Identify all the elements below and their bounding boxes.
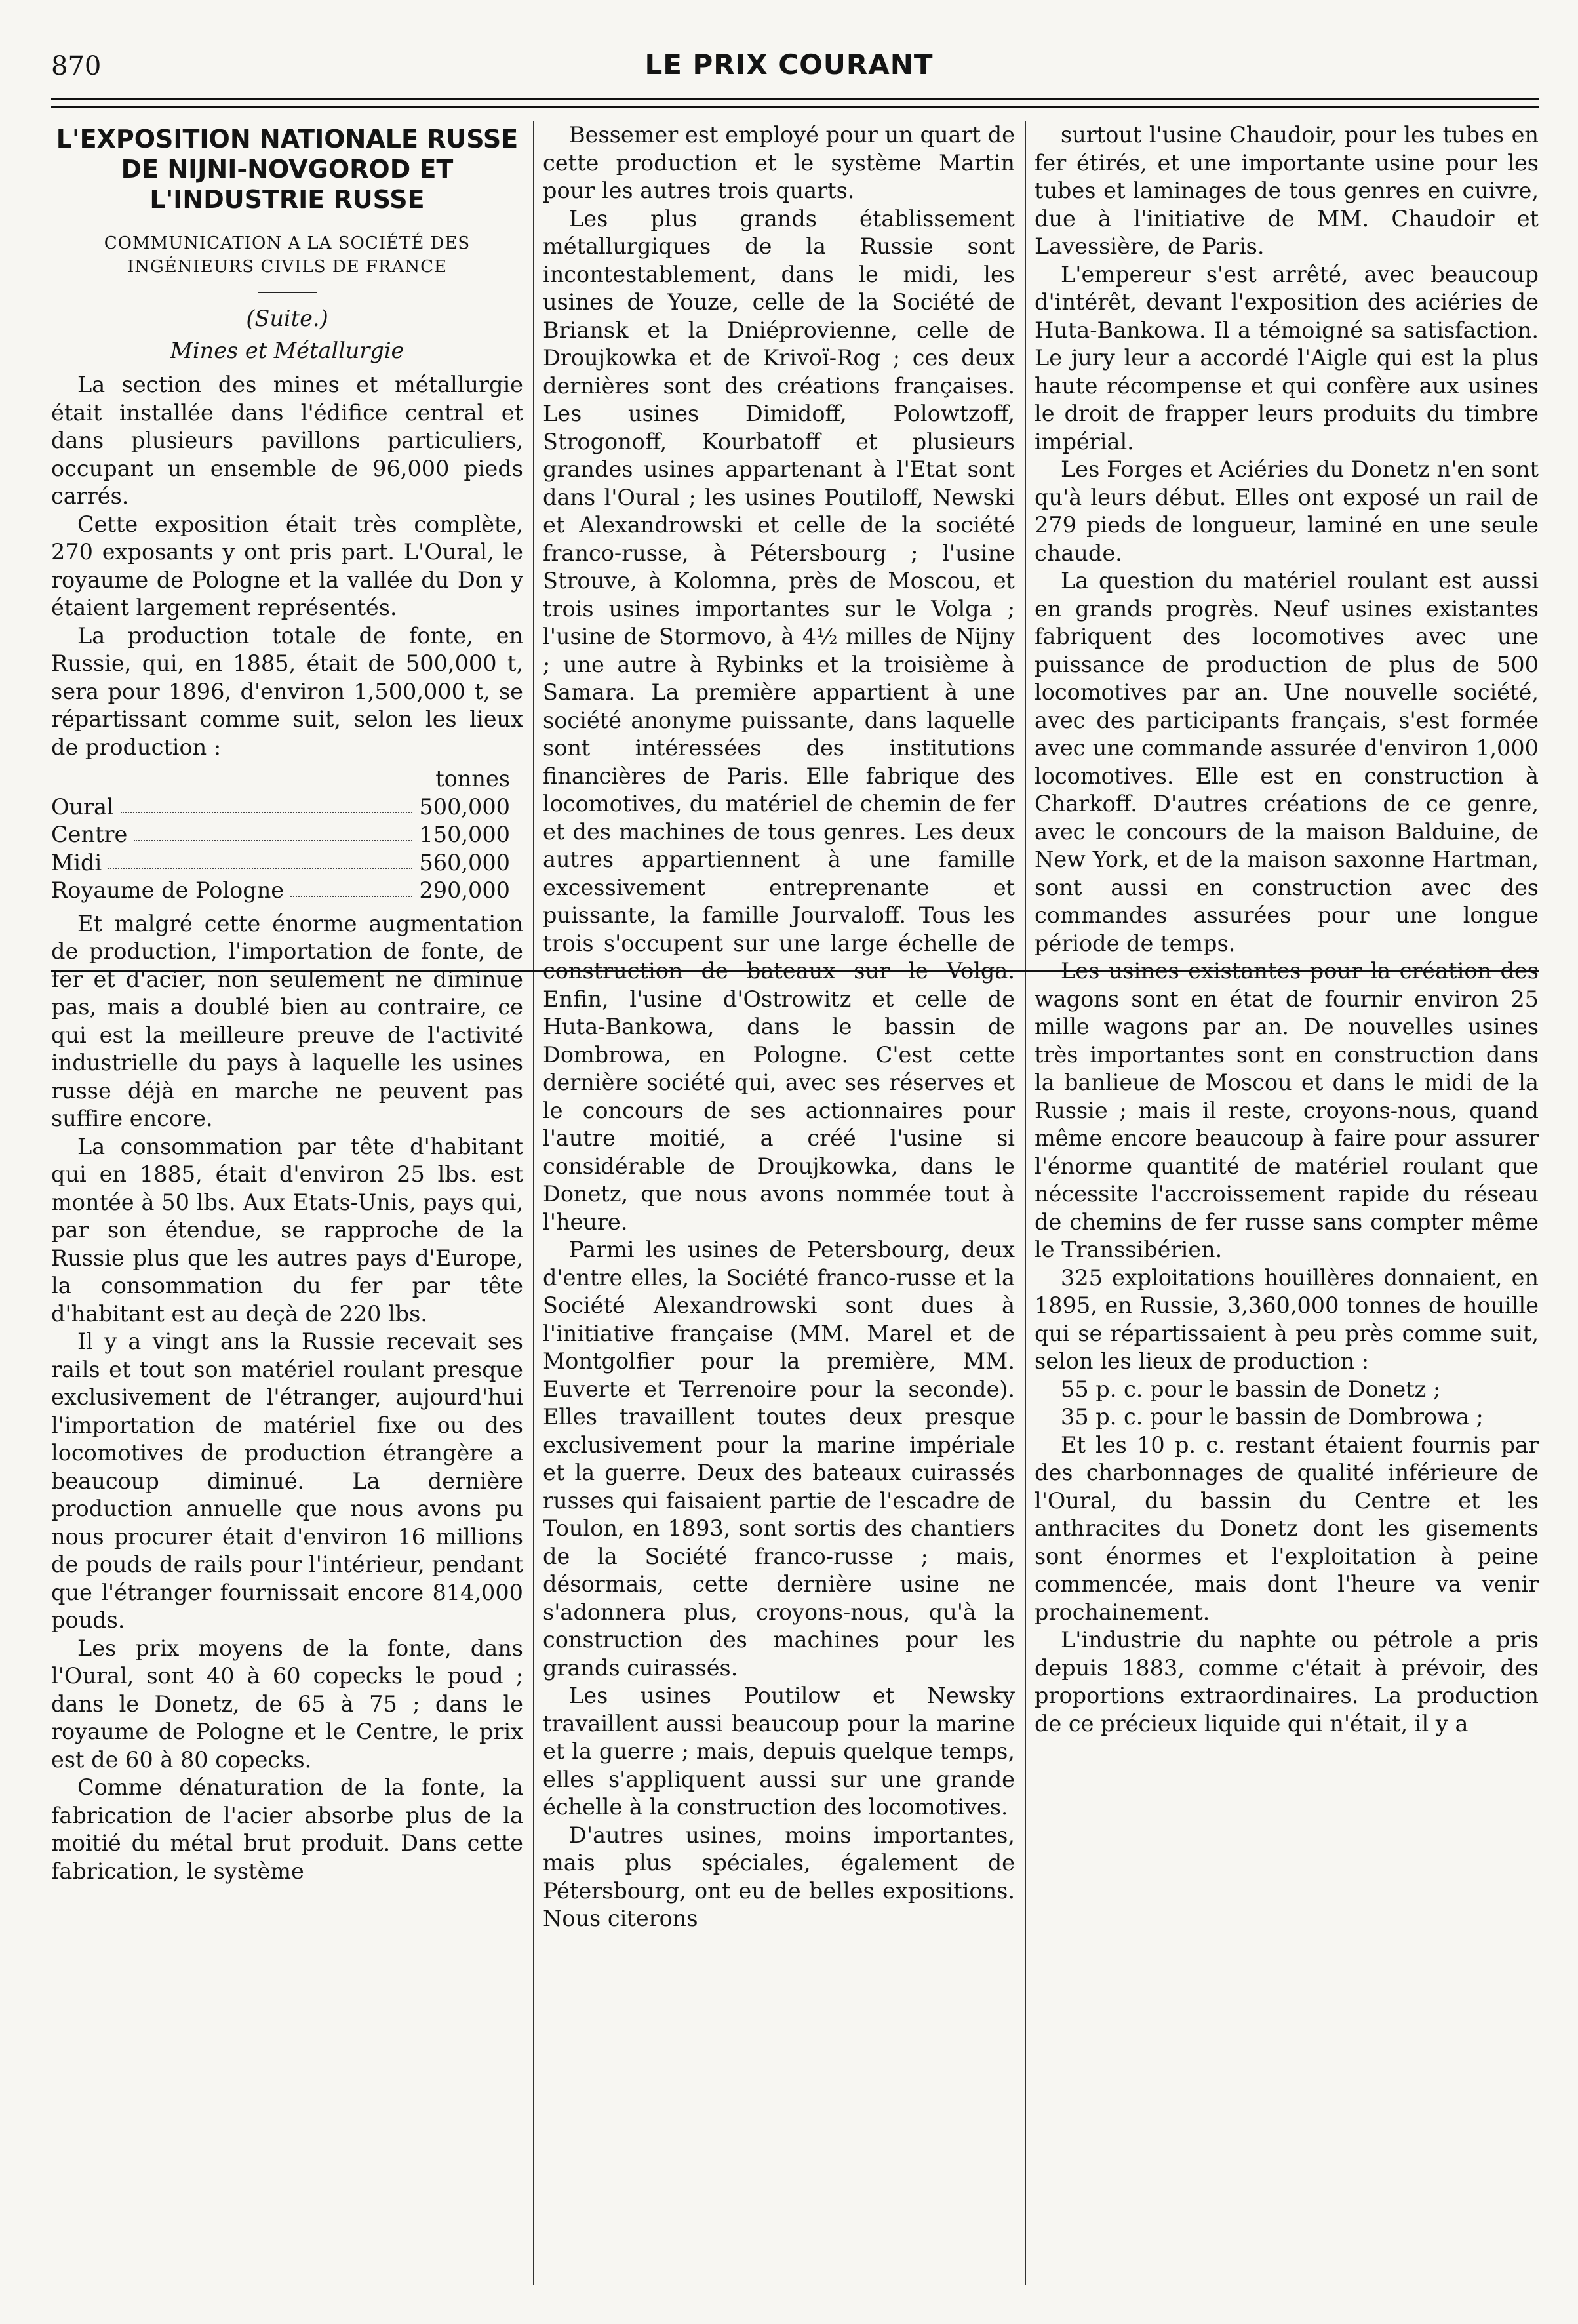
column-divider xyxy=(1025,121,1026,2285)
paragraph: Les usines Poutilow et Newsky travaillent aussi beaucoup pour la marine et la guerre ; mais, depuis quelque temps, elles s'appliquent aussi sur une grande échelle à la construction des locomotives. xyxy=(543,1683,1015,1820)
column-1 xyxy=(51,121,523,2285)
paragraph-group xyxy=(543,121,1015,1933)
region-value: 500,000 xyxy=(419,793,510,820)
paragraph-group xyxy=(51,371,523,761)
region-name: Centre xyxy=(51,822,128,847)
paragraph: Parmi les usines de Petersbourg, deux d'entre elles, la Société franco-russe et la Société Alexandrowski sont dues à l'initiative française (MM. Marel et de Montgolfier pour la première, MM. Euverte et Terrenoire pour la seconde). Elles travaillent toutes deux presque exclusivement pour la marine impériale et la guerre. Deux des bateaux cuirassés russes qui faisaient partie de l'escadre de Toulon, en 1893, sont sortis des chantiers de la Société franco-russe ; mais, désormais, cette dernière usine ne s'adonnera plus, croyons-nous, qu'à la construction des machines pour les grands cuirassés. xyxy=(543,1237,1015,1681)
paragraph: La consommation par tête d'habitant qui en 1885, était d'environ 25 lbs. est montée à 50 lbs. Aux Etats-Unis, pays qui, par son étendue, se rapproche de la Russie plus que les autres pays d'Europe, la consommation du fer par tête d'habitant est au deçà de 220 lbs. xyxy=(51,1133,523,1327)
paragraph: Il y a vingt ans la Russie recevait ses rails et tout son matériel roulant presque exclusivement de l'étranger, aujourd'hui l'importation de matériel fixe ou des locomotives de production étrangère a beaucoup diminué. La dernière production annuelle que nous avons pu nous procurer était d'environ 16 millions de pouds de rails pour l'intérieur, pendant que l'étranger fournissait encore 814,000 pouds. xyxy=(51,1329,523,1633)
region-value: 560,000 xyxy=(419,849,510,875)
region-name: Midi xyxy=(51,849,102,875)
table-rows xyxy=(51,793,523,905)
paragraph: Comme dénaturation de la fonte, la fabrication de l'acier absorbe plus de la moitié du métal brut produit. Dans cette fabrication, le système xyxy=(51,1774,523,1884)
article-columns xyxy=(51,121,1539,2285)
dot-leader xyxy=(108,849,412,870)
region-name: Royaume de Pologne xyxy=(51,877,285,903)
dot-leader xyxy=(134,821,412,841)
article-subtitle: COMMUNICATION A LA SOCIÉTÉ DES INGÉNIEURS CIVILS DE FRANCE xyxy=(104,233,471,277)
region-value: 290,000 xyxy=(419,877,510,903)
paragraph: Les usines existantes pour la création des wagons sont en état de fournir environ 25 mille wagons par an. De nouvelles usines très importantes sont en construction dans la banlieue de Moscou et dans le midi de la Russie ; mais il reste, croyons-nous, quand même encore beaucoup à faire pour assurer l'énorme quantité de matériel roulant que nécessite l'accroissement rapide du réseau de chemins de fer russe sans compter même le Transsibérien. xyxy=(1035,958,1539,1262)
region-value: 150,000 xyxy=(419,822,510,847)
dot-leader xyxy=(121,793,413,814)
coal-share-list xyxy=(1035,1376,1539,1432)
paragraph: Les prix moyens de la fonte, dans l'Oural, sont 40 à 60 copecks le poud ; dans le Donetz, de 65 à 75 ; dans le royaume de Pologne et le Centre, le prix est de 60 à 80 copecks. xyxy=(51,1635,523,1773)
table-row xyxy=(51,849,523,877)
paragraph: Cette exposition était très complète, 270 exposants y ont pris part. L'Oural, le royaume de Pologne et la vallée du Don y étaient largement représentés. xyxy=(51,511,523,620)
paragraph: La production totale de fonte, en Russie, qui, en 1885, était de 500,000 t, sera pour 1896, d'environ 1,500,000 t, se répartissant comme suit, selon les lieux de production : xyxy=(51,622,523,760)
header-double-rule xyxy=(51,98,1539,108)
table-unit: tonnes xyxy=(435,766,510,791)
page-header xyxy=(0,51,1578,90)
paragraph: L'empereur s'est arrêté, avec beaucoup d'intérêt, devant l'exposition des aciéries de Huta-Bankowa. Il a témoigné sa satisfaction. Le jury leur a accordé l'Aigle qui est la plus haute récompense et qui confère aux usines le droit de frapper leurs produits du timbre impérial. xyxy=(1035,261,1539,454)
journal-title: LE PRIX COURANT xyxy=(644,49,934,81)
article-title: L'EXPOSITION NATIONALE RUSSE DE NIJNI-NOVGOROD ET L'INDUSTRIE RUSSE xyxy=(56,125,519,214)
paragraph: La section des mines et métallurgie était installée dans l'édifice central et dans plusieurs pavillons particuliers, occupant un ensemble de 96,000 pieds carrés. xyxy=(51,372,523,509)
table-row xyxy=(51,877,523,905)
page-number: 870 xyxy=(51,51,102,81)
paragraph: surtout l'usine Chaudoir, pour les tubes en fer étirés, et une importante usine pour les tubes et laminages de tous genres en cuivre, due à l'initiative de MM. Chaudoir et Lavessière, de Paris. xyxy=(1035,122,1539,259)
paragraph: 35 p. c. pour le bassin de Dombrowa ; xyxy=(1061,1404,1484,1430)
paragraph-group xyxy=(1035,1432,1539,1738)
paragraph: Et les 10 p. c. restant étaient fournis par des charbonnages de qualité inférieure de l'Oural, du bassin du Centre et les anthracites du Donetz dont les gisements sont énormes et l'exploitation à peine commencée, mais dont l'heure va venir prochainement. xyxy=(1035,1432,1539,1625)
region-name: Oural xyxy=(51,793,114,820)
horizontal-cut-rule xyxy=(51,970,1539,972)
dot-leader xyxy=(290,877,412,897)
paragraph: L'industrie du naphte ou pétrole a pris depuis 1883, comme c'était à prévoir, des proportions extraordinaires. La production de ce précieux liquide qui n'était, il y a xyxy=(1035,1627,1539,1736)
paragraph: Les Forges et Aciéries du Donetz n'en sont qu'à leurs début. Elles ont exposé un rail de 279 pieds de longueur, laminé en une seule chaude. xyxy=(1035,456,1539,566)
paragraph: Les plus grands établissement métallurgiques de la Russie sont incontestablement, dans le midi, les usines de Youze, celle de la Société de Briansk et la Dniéprovienne, celle de Droujkowka et de Krivoï-Rog ; ces deux dernières sont des créations françaises. Les usines Dimidoff, Polowtzoff, Strogonoff, Kourbatoff et plusieurs grandes usines appartenant à l'Etat sont dans l'Oural ; les usines Poutiloff, Newski et Alexandrowski et celle de la société franco-russe, à Pétersbourg ; l'usine Strouve, à Kolomna, près de Moscou, et trois usines importantes sur le Volga ; l'usine de Stormovo, à 4½ milles de Nijny ; une autre à Rybinks et la troisième à Samara. La première appartient à une société anonyme puissante, dans laquelle sont intéressées des institutions financières de Paris. Elle fabrique des locomotives, du matériel de chemin de fer et des machines de tous genres. Les deux autres appartiennent à une famille excessivement entreprenante et puissante, la famille Jourvaloff. Tous les trois s'occupent sur une large échelle de construction de bateaux sur le Volga. Enfin, l'usine d'Ostrowitz et celle de Huta-Bankowa, dans le bassin de Dombrowa, en Pologne. C'est cette dernière société qui, avec ses réserves et le concours de ses actionnaires pour l'autre moitié, a créé l'usine si considérable de Droujkowka, dans le Donetz, que nous avons nommée tout à l'heure. xyxy=(543,205,1015,1235)
column-divider xyxy=(533,121,534,2285)
short-rule xyxy=(258,292,317,293)
paragraph: D'autres usines, moins importantes, mais plus spéciales, également de Pétersbourg, ont eu de belles expositions. Nous citerons xyxy=(543,1822,1015,1931)
section-heading: Mines et Métallurgie xyxy=(170,337,404,363)
column-3 xyxy=(1035,121,1539,2285)
paragraph-group xyxy=(1035,121,1539,1376)
paragraph-group xyxy=(51,910,523,1886)
paragraph: La question du matériel roulant est aussi en grands progrès. Neuf usines existantes fabriquent des locomotives avec une puissance de production de plus de 500 locomotives par an. Une nouvelle société, avec des participants français, s'est formée avec une commande assurée d'environ 1,000 locomotives. Elle est en construction à Charkoff. D'autres créations de ce genre, avec le concours de la maison Balduine, de New York, et de la maison saxonne Hartman, sont aussi en construction avec des commandes assurées pour une longue période de temps. xyxy=(1035,568,1539,956)
table-row xyxy=(51,793,523,822)
paragraph: Bessemer est employé pour un quart de cette production et le système Martin pour les autres trois quarts. xyxy=(543,122,1015,203)
column-2 xyxy=(543,121,1015,2285)
continuation-note: (Suite.) xyxy=(246,306,328,331)
paragraph: 55 p. c. pour le bassin de Donetz ; xyxy=(1061,1376,1441,1402)
production-table xyxy=(51,765,523,905)
table-row xyxy=(51,821,523,849)
paragraph: 325 exploitations houillères donnaient, en 1895, en Russie, 3,360,000 tonnes de houille qui se répartissaient à peu près comme suit, selon les lieux de production : xyxy=(1035,1264,1539,1374)
paragraph: Et malgré cette énorme augmentation de production, l'importation de fonte, de fer et d'acier, non seulement ne diminue pas, mais a doublé bien au contraire, ce qui est la meilleure preuve de l'activité industrielle du pays à laquelle les usines russe déjà en marche ne peuvent pas suffire encore. xyxy=(51,910,523,1131)
